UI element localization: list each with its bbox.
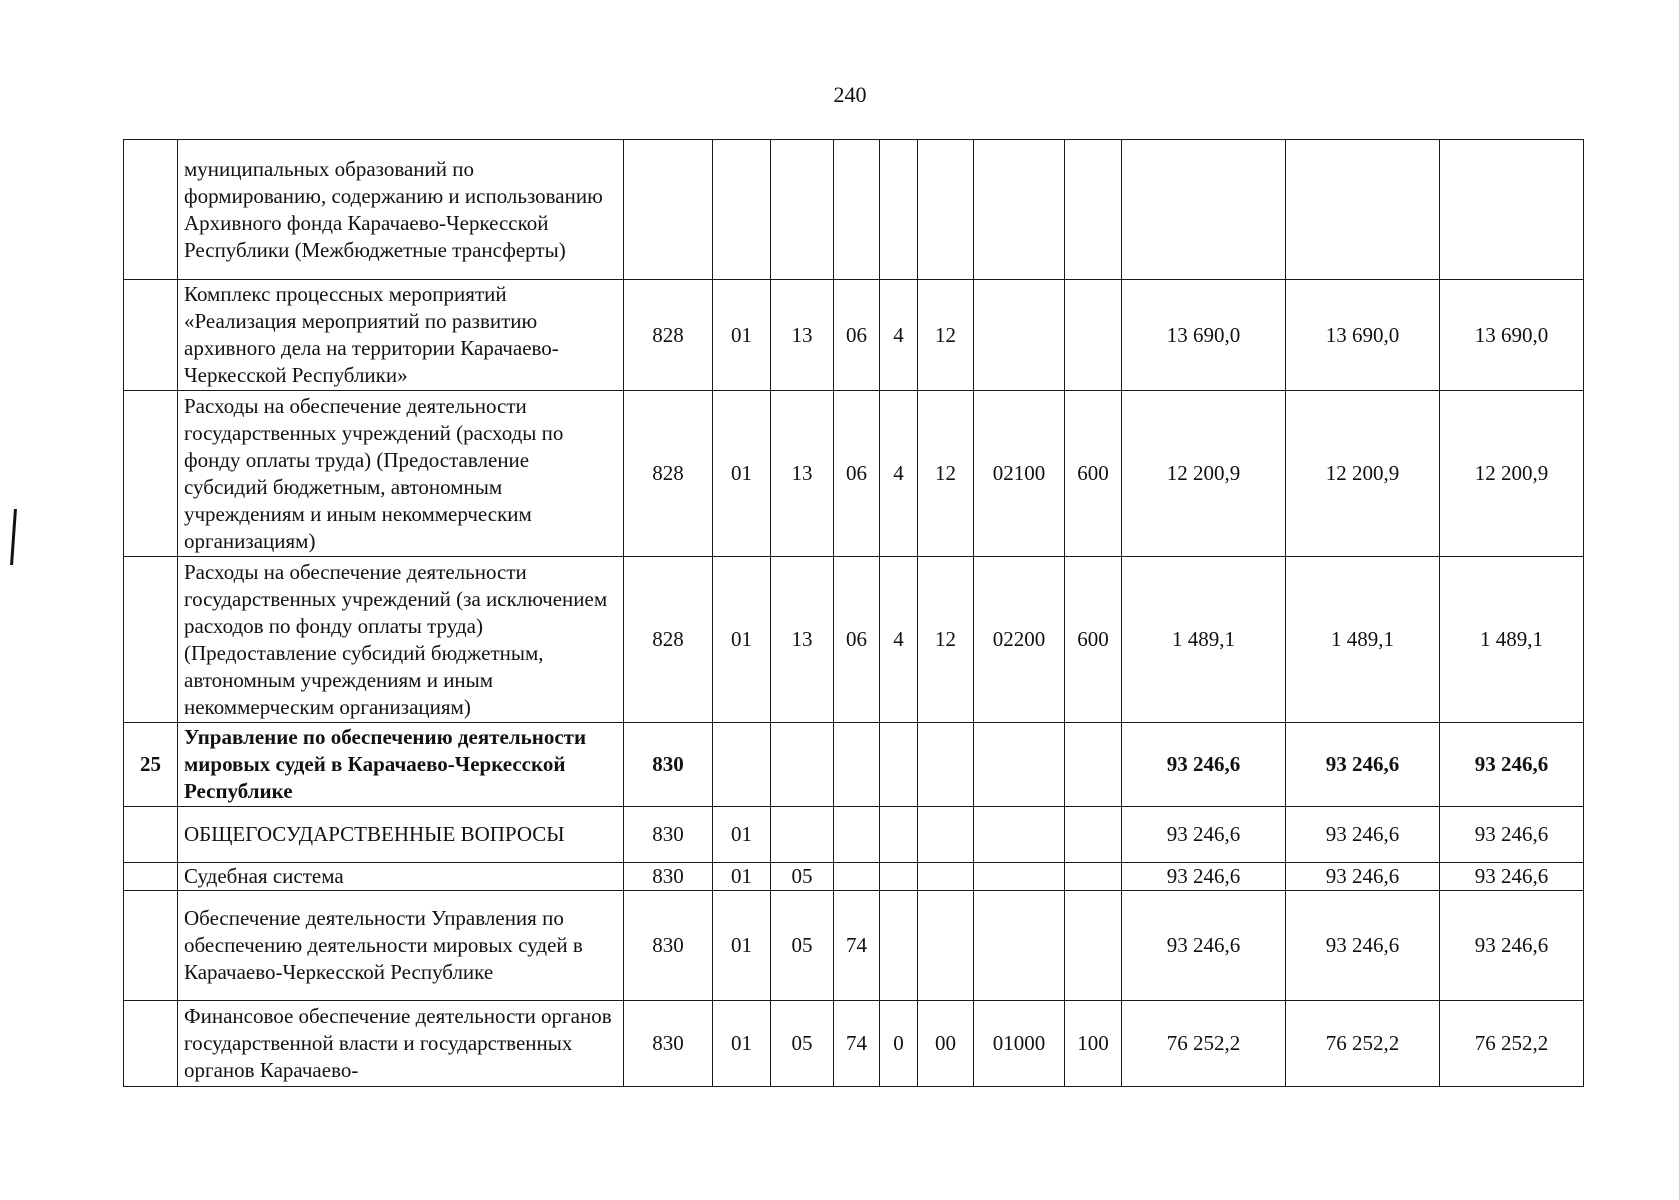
amount-year-3: 93 246,6	[1440, 863, 1584, 891]
code-section: 01	[713, 891, 771, 1001]
amount-year-1: 12 200,9	[1122, 391, 1286, 557]
code-expense-type: 100	[1065, 1001, 1122, 1087]
code-direction	[974, 280, 1065, 391]
code-direction: 02100	[974, 391, 1065, 557]
row-number	[124, 1001, 178, 1087]
table-row	[124, 557, 1584, 723]
row-description: муниципальных образований по формированию, содержанию и использованию Архивного фонда Карачаево-Черкесской Республики (Межбюджетные трансферты)	[178, 140, 624, 280]
code-type: 0	[880, 1001, 918, 1087]
budget-table	[123, 139, 1584, 1087]
code-expense-type: 600	[1065, 391, 1122, 557]
code-type: 4	[880, 280, 918, 391]
code-subprogram	[918, 891, 974, 1001]
amount-year-2: 76 252,2	[1286, 1001, 1440, 1087]
code-subsection: 05	[771, 891, 834, 1001]
code-subsection: 13	[771, 391, 834, 557]
code-subsection: 13	[771, 280, 834, 391]
row-description: Судебная система	[178, 863, 624, 891]
code-subsection: 05	[771, 863, 834, 891]
code-ministry: 830	[624, 723, 713, 807]
amount-year-3: 13 690,0	[1440, 280, 1584, 391]
code-subprogram	[918, 863, 974, 891]
code-subprogram: 00	[918, 1001, 974, 1087]
row-number	[124, 891, 178, 1001]
code-section: 01	[713, 557, 771, 723]
code-expense-type	[1065, 140, 1122, 280]
code-direction	[974, 807, 1065, 863]
amount-year-2: 93 246,6	[1286, 863, 1440, 891]
code-section: 01	[713, 807, 771, 863]
code-ministry: 830	[624, 863, 713, 891]
row-description: Комплекс процессных мероприятий «Реализация мероприятий по развитию архивного дела на территории Карачаево-Черкесской Республики»	[178, 280, 624, 391]
row-description: Управление по обеспечению деятельности мировых судей в Карачаево-Черкесской Республике	[178, 723, 624, 807]
code-subsection	[771, 723, 834, 807]
code-program: 74	[834, 891, 880, 1001]
amount-year-2: 93 246,6	[1286, 891, 1440, 1001]
code-program	[834, 807, 880, 863]
code-ministry: 830	[624, 1001, 713, 1087]
code-ministry: 828	[624, 557, 713, 723]
code-section	[713, 140, 771, 280]
code-subsection	[771, 807, 834, 863]
code-section: 01	[713, 280, 771, 391]
code-type	[880, 807, 918, 863]
code-subsection	[771, 140, 834, 280]
code-type	[880, 891, 918, 1001]
code-ministry: 828	[624, 280, 713, 391]
code-direction	[974, 140, 1065, 280]
amount-year-2: 93 246,6	[1286, 807, 1440, 863]
amount-year-1: 13 690,0	[1122, 280, 1286, 391]
code-type	[880, 140, 918, 280]
code-subprogram: 12	[918, 557, 974, 723]
code-ministry	[624, 140, 713, 280]
table-row	[124, 863, 1584, 891]
table-body	[124, 140, 1584, 1087]
amount-year-1: 93 246,6	[1122, 863, 1286, 891]
amount-year-1: 1 489,1	[1122, 557, 1286, 723]
amount-year-1: 93 246,6	[1122, 723, 1286, 807]
page-number: 240	[833, 82, 867, 107]
code-section	[713, 723, 771, 807]
table-row	[124, 723, 1584, 807]
row-number: 25	[124, 723, 178, 807]
amount-year-1	[1122, 140, 1286, 280]
amount-year-2	[1286, 140, 1440, 280]
code-type	[880, 723, 918, 807]
code-expense-type	[1065, 807, 1122, 863]
code-program: 06	[834, 391, 880, 557]
code-ministry: 830	[624, 807, 713, 863]
table-row	[124, 280, 1584, 391]
code-section: 01	[713, 863, 771, 891]
scan-artifact-mark	[10, 509, 17, 565]
code-program	[834, 863, 880, 891]
code-direction: 01000	[974, 1001, 1065, 1087]
code-expense-type: 600	[1065, 557, 1122, 723]
code-direction: 02200	[974, 557, 1065, 723]
amount-year-3	[1440, 140, 1584, 280]
code-subprogram: 12	[918, 280, 974, 391]
table-row	[124, 391, 1584, 557]
row-description: ОБЩЕГОСУДАРСТВЕННЫЕ ВОПРОСЫ	[178, 807, 624, 863]
row-number	[124, 140, 178, 280]
code-type: 4	[880, 391, 918, 557]
amount-year-3: 1 489,1	[1440, 557, 1584, 723]
amount-year-3: 12 200,9	[1440, 391, 1584, 557]
code-direction	[974, 723, 1065, 807]
code-expense-type	[1065, 891, 1122, 1001]
amount-year-1: 93 246,6	[1122, 807, 1286, 863]
code-expense-type	[1065, 280, 1122, 391]
row-number	[124, 557, 178, 723]
code-direction	[974, 863, 1065, 891]
amount-year-2: 12 200,9	[1286, 391, 1440, 557]
code-subprogram: 12	[918, 391, 974, 557]
table-row	[124, 140, 1584, 280]
code-ministry: 830	[624, 891, 713, 1001]
amount-year-3: 76 252,2	[1440, 1001, 1584, 1087]
table-row	[124, 891, 1584, 1001]
code-direction	[974, 891, 1065, 1001]
amount-year-2: 1 489,1	[1286, 557, 1440, 723]
row-number	[124, 280, 178, 391]
row-description: Обеспечение деятельности Управления по обеспечению деятельности мировых судей в Карачаево-Черкесской Республике	[178, 891, 624, 1001]
code-program: 06	[834, 557, 880, 723]
code-subsection: 05	[771, 1001, 834, 1087]
row-description: Финансовое обеспечение деятельности органов государственной власти и государственных органов Карачаево-	[178, 1001, 624, 1087]
amount-year-3: 93 246,6	[1440, 807, 1584, 863]
code-type	[880, 863, 918, 891]
code-subprogram	[918, 723, 974, 807]
code-section: 01	[713, 391, 771, 557]
code-subsection: 13	[771, 557, 834, 723]
row-description: Расходы на обеспечение деятельности государственных учреждений (за исключением расходов по фонду оплаты труда) (Предоставление субсидий бюджетным, автономным учреждениям и иным некоммерческим организациям)	[178, 557, 624, 723]
table-row	[124, 807, 1584, 863]
row-description: Расходы на обеспечение деятельности государственных учреждений (расходы по фонду оплаты труда) (Предоставление субсидий бюджетным, автономным учреждениям и иным некоммерческим организациям)	[178, 391, 624, 557]
code-program	[834, 140, 880, 280]
amount-year-1: 76 252,2	[1122, 1001, 1286, 1087]
code-program: 74	[834, 1001, 880, 1087]
code-type: 4	[880, 557, 918, 723]
amount-year-3: 93 246,6	[1440, 723, 1584, 807]
amount-year-3: 93 246,6	[1440, 891, 1584, 1001]
code-ministry: 828	[624, 391, 713, 557]
code-expense-type	[1065, 863, 1122, 891]
code-section: 01	[713, 1001, 771, 1087]
code-program: 06	[834, 280, 880, 391]
amount-year-2: 13 690,0	[1286, 280, 1440, 391]
code-subprogram	[918, 140, 974, 280]
row-number	[124, 863, 178, 891]
row-number	[124, 391, 178, 557]
row-number	[124, 807, 178, 863]
code-subprogram	[918, 807, 974, 863]
code-program	[834, 723, 880, 807]
amount-year-2: 93 246,6	[1286, 723, 1440, 807]
table-row	[124, 1001, 1584, 1087]
code-expense-type	[1065, 723, 1122, 807]
amount-year-1: 93 246,6	[1122, 891, 1286, 1001]
